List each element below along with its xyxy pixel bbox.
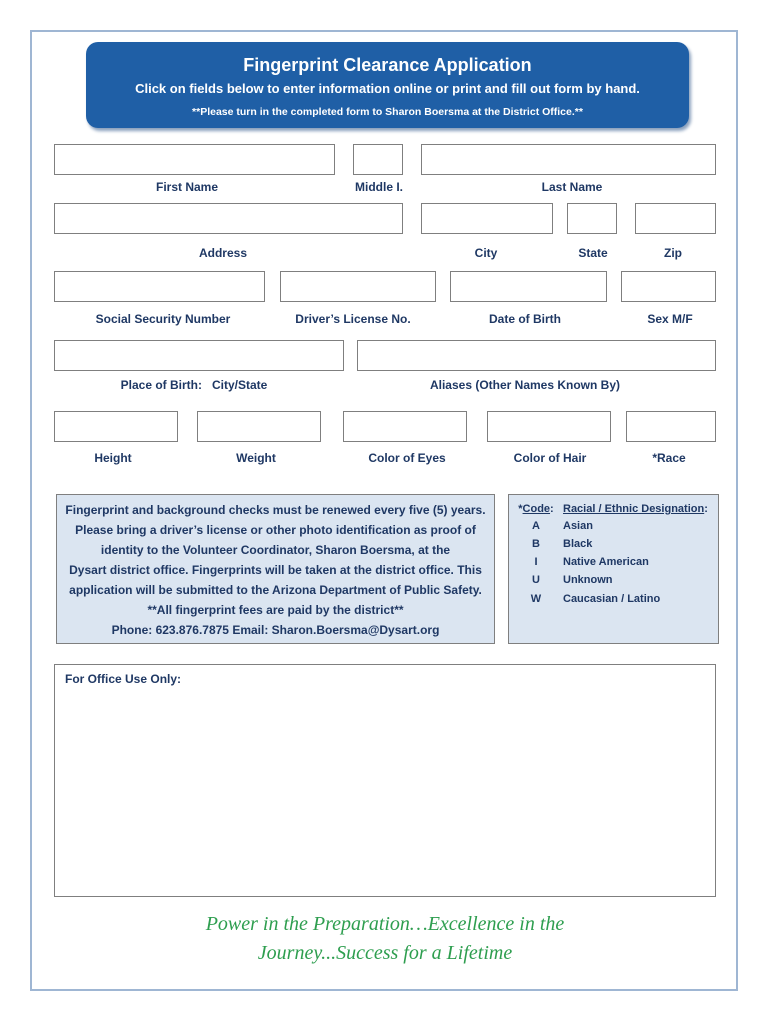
office-use-label: For Office Use Only: [65, 672, 182, 686]
instructions-line: Dysart district office. Fingerprints will be taken at the district office. This [69, 563, 482, 577]
aliases-input[interactable] [357, 340, 716, 371]
instructions-line: application will be submitted to the Arizona Department of Public Safety. [69, 583, 482, 597]
place-of-birth-input[interactable] [54, 340, 344, 371]
address-input[interactable] [54, 203, 403, 234]
code-letter: A [532, 520, 540, 532]
first-name-input[interactable] [54, 144, 335, 175]
fees-note: **All fingerprint fees are paid by the district** [147, 603, 404, 617]
form-title: Fingerprint Clearance Application [243, 55, 532, 75]
drivers-license-input[interactable] [280, 271, 436, 302]
race-input[interactable] [626, 411, 716, 442]
eye-color-label: Color of Eyes [368, 451, 446, 465]
date-of-birth-label: Date of Birth [489, 312, 561, 326]
sex-label: Sex M/F [647, 312, 693, 326]
hair-color-input[interactable] [487, 411, 611, 442]
city-input[interactable] [421, 203, 553, 234]
last-name-input[interactable] [421, 144, 716, 175]
zip-label: Zip [664, 246, 682, 260]
city-label: City [474, 246, 498, 260]
instructions-line: Please bring a driver’s license or other photo identification as proof of [75, 523, 476, 537]
code-description: Native American [563, 556, 649, 568]
first-name-label: First Name [155, 180, 219, 194]
ssn-label: Social Security Number [95, 312, 231, 326]
middle-initial-input[interactable] [353, 144, 403, 175]
code-description: Caucasian / Latino [563, 593, 661, 605]
race-code-box [508, 494, 719, 644]
code-letter: W [530, 593, 542, 605]
date-of-birth-input[interactable] [450, 271, 607, 302]
instructions-box [56, 494, 495, 644]
header-banner [86, 42, 689, 128]
code-letter: B [532, 538, 540, 550]
state-label: State [578, 246, 608, 260]
form-instructions: Click on fields below to enter information online or print and fill out form by hand. [135, 81, 640, 96]
contact-line: Phone: 623.876.7875 Email: Sharon.Boersma@Dysart.org [111, 623, 440, 637]
race-label: *Race [652, 451, 686, 465]
place-of-birth-label: Place of Birth: City/State [120, 378, 268, 392]
eye-color-input[interactable] [343, 411, 467, 442]
instructions-line: identity to the Volunteer Coordinator, Sharon Boersma, at the [100, 543, 451, 557]
zip-input[interactable] [635, 203, 716, 234]
weight-label: Weight [236, 451, 276, 465]
code-description: Asian [563, 520, 593, 532]
form-note: **Please turn in the completed form to Sharon Boersma at the District Office.** [192, 106, 583, 118]
motto-line-2: Journey...Success for a Lifetime [257, 942, 513, 964]
middle-initial-label: Middle I. [355, 180, 403, 194]
weight-input[interactable] [197, 411, 321, 442]
last-name-label: Last Name [541, 180, 603, 194]
code-letter: U [532, 574, 540, 586]
height-input[interactable] [54, 411, 178, 442]
code-description: Unknown [563, 574, 613, 586]
state-input[interactable] [567, 203, 617, 234]
height-label: Height [94, 451, 132, 465]
aliases-label: Aliases (Other Names Known By) [429, 378, 621, 392]
ssn-input[interactable] [54, 271, 265, 302]
drivers-license-label: Driver’s License No. [295, 312, 411, 326]
code-header: *Code: [518, 503, 554, 515]
address-label: Address [198, 246, 248, 260]
motto-line-1: Power in the Preparation…Excellence in the [205, 913, 565, 935]
designation-header: Racial / Ethnic Designation: [563, 503, 708, 515]
code-description: Black [563, 538, 593, 550]
hair-color-label: Color of Hair [513, 451, 587, 465]
instructions-line: Fingerprint and background checks must be renewed every five (5) years. [65, 503, 486, 517]
sex-input[interactable] [621, 271, 716, 302]
office-use-box [54, 664, 716, 897]
code-letter: I [534, 556, 538, 568]
